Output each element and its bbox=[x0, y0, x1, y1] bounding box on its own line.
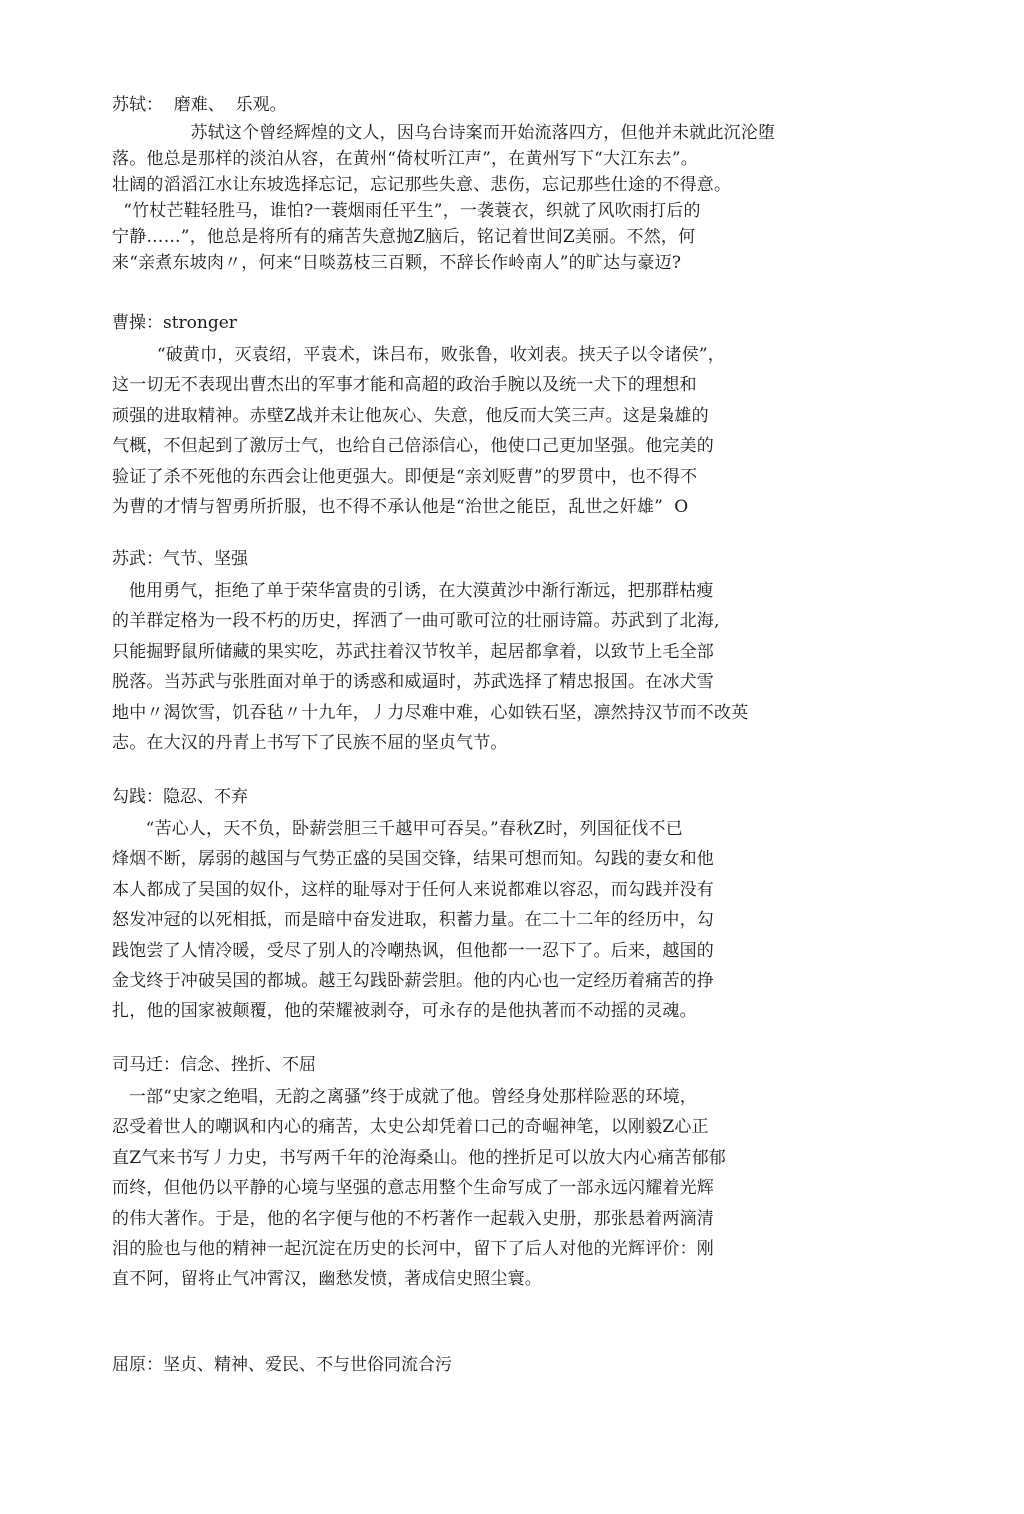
section-quyuan bbox=[112, 1354, 832, 1376]
paragraph-line: 苏轼这个曾经辉煌的文人，因乌台诗案而开始流落四方，但他并未就此沉沦堕 bbox=[112, 123, 776, 143]
paragraph-line: 气概，不但起到了激厉士气，也给自己倍添信心，他使口己更加坚强。他完美的 bbox=[112, 436, 714, 457]
paragraph-line: “苦心人，天不负，卧薪尝胆三千越甲可吞吴。”春秋Z时，列国征伐不已 bbox=[112, 819, 683, 839]
paragraph-line: 一部“史家之绝唱，无韵之离骚”终于成就了他。曾经身处那样险恶的环境， bbox=[112, 1087, 697, 1107]
paragraph-line: 他用勇气，拒绝了单于荣华富贵的引诱，在大漠黄沙中渐行渐远，把那群枯瘦 bbox=[112, 581, 714, 601]
paragraph-line: 本人都成了吴国的奴仆，这样的耻辱对于任何人来说都难以容忍，而勾践并没有 bbox=[112, 879, 714, 900]
paragraph-line: 而终，但他仍以平静的心境与坚强的意志用整个生命写成了一部永远闪耀着光辉 bbox=[112, 1178, 714, 1199]
section-simaqian bbox=[112, 1054, 832, 1295]
section-heading: 苏轼： 磨难、 乐观。 bbox=[112, 95, 287, 115]
paragraph-line: 脱落。当苏武与张胜面对单于的诱惑和威逼时，苏武选择了精忠报国。在冰犬雪 bbox=[112, 672, 714, 693]
section-heading: 勾践：隐忍、不弃 bbox=[112, 787, 248, 807]
paragraph-line: 的羊群定格为一段不朽的历史，挥洒了一曲可歌可泣的壮丽诗篇。苏武到了北海, bbox=[112, 611, 720, 632]
paragraph-line: 践饱尝了人情冷暖，受尽了别人的冷嘲热讽，但他都一一忍下了。后来，越国的 bbox=[112, 940, 714, 961]
section-heading: 屈原：坚贞、精神、爱民、不与世俗同流合污 bbox=[112, 1355, 452, 1375]
section-sushi bbox=[112, 94, 832, 276]
paragraph-line: 直不阿，留将止气冲霄汉，幽愁发愤，著成信史照尘寰。 bbox=[112, 1269, 542, 1290]
paragraph-line: 金戈终于冲破吴国的都城。越王勾践卧薪尝胆。他的内心也一定经历着痛苦的挣 bbox=[112, 971, 714, 992]
paragraph-line: 泪的脸也与他的精神一起沉淀在历史的长河中，留下了后人对他的光辉评价：刚 bbox=[112, 1239, 714, 1260]
section-heading: 司马迁：信念、挫折、不屈 bbox=[112, 1055, 316, 1075]
section-goujian bbox=[112, 786, 832, 1027]
paragraph-line: 验证了杀不死他的东西会让他更强大。即便是“亲刘贬曹”的罗贯中，也不得不 bbox=[112, 466, 698, 487]
section-suwu bbox=[112, 548, 832, 758]
paragraph-line: “破黄巾，灭袁绍，平袁术，诛吕布，败张鲁，收刘表。挟天子以令诸侯”， bbox=[112, 345, 726, 365]
paragraph-line: 壮阔的滔滔江水让东坡选择忘记，忘记那些失意、悲伤，忘记那些仕途的不得意。 bbox=[112, 175, 732, 195]
paragraph-line: 来“亲煮东坡肉〃，何来“日啖荔枝三百颗，不辞长作岭南人”的旷达与豪迈? bbox=[112, 253, 682, 273]
paragraph-line: 烽烟不断，孱弱的越国与气势正盛的吴国交锋，结果可想而知。勾践的妻女和他 bbox=[112, 849, 714, 870]
paragraph-line: 怒发冲冠的以死相抵，而是暗中奋发进取，积蓄力量。在二十二年的经历中，勾 bbox=[112, 910, 714, 931]
paragraph-line: 忍受着世人的嘲讽和内心的痛苦，太史公却凭着口己的奇崛神笔，以刚毅Z心正 bbox=[112, 1117, 709, 1138]
paragraph-line: 地中〃渴饮雪，饥吞毡〃十九年，丿力尽难中难，心如铁石坚，凛然持汉节而不改英 bbox=[112, 702, 749, 723]
paragraph-line: 志。在大汉的丹青上书写下了民族不屈的坚贞气节。 bbox=[112, 733, 508, 754]
paragraph-line: 只能掘野鼠所储藏的果实吃，苏武拄着汉节牧羊，起居都拿着，以致节上毛全部 bbox=[112, 641, 714, 662]
paragraph-line: 的伟大著作。于是，他的名字便与他的不朽著作一起载入史册，那张悬着两滴清 bbox=[112, 1208, 714, 1229]
section-caocao bbox=[112, 312, 832, 522]
paragraph-line: “竹杖芒鞋轻胜马，谁怕?一蓑烟雨任平生”，一袭蓑衣，织就了风吹雨打后的 bbox=[112, 201, 701, 221]
section-heading: 苏武：气节、坚强 bbox=[112, 549, 248, 569]
paragraph-line: 落。他总是那样的淡泊从容，在黄州“倚杖听江声”，在黄州写下“大江东去”。 bbox=[112, 149, 698, 169]
paragraph-line: 宁静……”，他总是将所有的痛苦失意抛Z脑后，铭记着世间Z美丽。不然，何 bbox=[112, 227, 696, 247]
section-heading: 曹操：stronger bbox=[112, 313, 237, 333]
paragraph-line: 扎，他的国家被颠覆，他的荣耀被剥夺，可永存的是他执著而不动摇的灵魂。 bbox=[112, 1001, 697, 1022]
paragraph-line: 这一切无不表现出曹杰出的军事才能和高超的政治手腕以及统一犬下的理想和 bbox=[112, 375, 697, 396]
paragraph-line: 直Z气来书写丿力史，书写两千年的沧海桑山。他的挫折足可以放大内心痛苦郁郁 bbox=[112, 1147, 727, 1168]
paragraph-line: 顽强的进取精神。赤壁Z战并未让他灰心、失意，他反而大笑三声。这是枭雄的 bbox=[112, 405, 709, 426]
paragraph-line: 为曹的才情与智勇所折服，也不得不承认他是“治世之能臣，乱世之奸雄” O bbox=[112, 497, 689, 518]
